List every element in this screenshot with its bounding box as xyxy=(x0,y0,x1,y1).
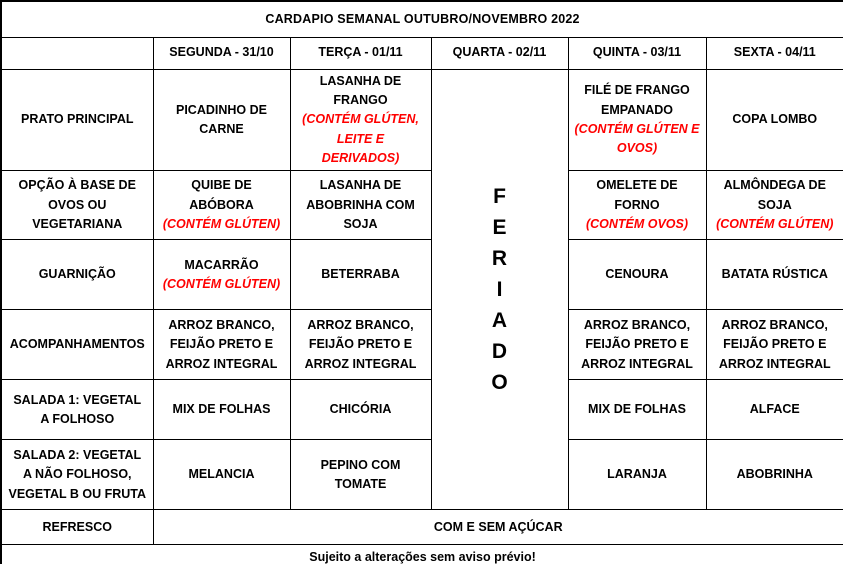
allergen-note: (CONTÉM GLÚTEN) xyxy=(162,276,281,291)
cell-terca-prato-principal xyxy=(290,69,431,171)
dish-text: ARROZ BRANCO, FEIJÃO PRETO E ARROZ INTEGRAL xyxy=(165,317,278,371)
row-label-acompanhamentos: ACOMPANHAMENTOS xyxy=(1,310,153,380)
dish-text: CHICÓRIA xyxy=(329,402,392,417)
cell-segunda-salada-2 xyxy=(153,440,290,510)
cell-terca-acompanhamentos xyxy=(290,310,431,380)
cell-quinta-opcao xyxy=(568,171,706,240)
holiday-letter: A xyxy=(491,308,508,332)
cell-segunda-salada-1 xyxy=(153,380,290,440)
dish-text: ARROZ BRANCO, FEIJÃO PRETO E ARROZ INTEGRAL xyxy=(581,317,693,371)
footer-notice: Sujeito a alterações sem aviso prévio! xyxy=(1,545,843,564)
cell-sexta-salada-1 xyxy=(706,380,843,440)
dish-text: PEPINO COM TOMATE xyxy=(320,457,401,491)
cell-segunda-guarnicao xyxy=(153,240,290,310)
dish-text: ABOBRINHA xyxy=(736,467,813,482)
dish-text: MELANCIA xyxy=(188,467,255,482)
holiday-cell xyxy=(431,69,568,510)
allergen-note: (CONTÉM GLÚTEN, LEITE E DERIVADOS) xyxy=(302,112,419,165)
holiday-letter: I xyxy=(496,277,503,301)
allergen-note: (CONTÉM GLÚTEN) xyxy=(162,217,281,232)
refresco-value-cell: COM E SEM AÇÚCAR xyxy=(153,510,843,545)
holiday-letter: D xyxy=(491,339,508,363)
cell-terca-guarnicao xyxy=(290,240,431,310)
menu-title: CARDAPIO SEMANAL OUTUBRO/NOVEMBRO 2022 xyxy=(1,1,843,37)
dish-text: ARROZ BRANCO, FEIJÃO PRETO E ARROZ INTEGRAL xyxy=(304,317,417,371)
cell-terca-salada-1 xyxy=(290,380,431,440)
day-header-segunda: SEGUNDA - 31/10 xyxy=(153,37,290,69)
cell-segunda-acompanhamentos xyxy=(153,310,290,380)
dish-text: ALFACE xyxy=(749,402,800,417)
cell-terca-opcao xyxy=(290,171,431,240)
allergen-note: (CONTÉM GLÚTEN E OVOS) xyxy=(574,121,700,156)
holiday-letter: O xyxy=(491,370,508,394)
dish-text: PICADINHO DE CARNE xyxy=(176,102,267,136)
row-label-salada-1: SALADA 1: VEGETAL A FOLHOSO xyxy=(1,380,153,440)
cell-segunda-opcao xyxy=(153,171,290,240)
cell-segunda-prato-principal xyxy=(153,69,290,171)
cell-quinta-prato-principal xyxy=(568,69,706,171)
dish-text: FILÉ DE FRANGO EMPANADO xyxy=(584,83,690,117)
dish-text: MIX DE FOLHAS xyxy=(588,402,686,417)
allergen-note: (CONTÉM GLÚTEN) xyxy=(716,217,834,232)
day-header-quinta: QUINTA - 03/11 xyxy=(568,37,706,69)
row-label-opcao-vegetariana: OPÇÃO À BASE DE OVOS OU VEGETARIANA xyxy=(1,171,153,240)
cell-sexta-acompanhamentos xyxy=(706,310,843,380)
row-label-salada-2: SALADA 2: VEGETAL A NÃO FOLHOSO, VEGETAL B OU FRUTA xyxy=(1,440,153,510)
cell-quinta-salada-1 xyxy=(568,380,706,440)
dish-text: LASANHA DE ABOBRINHA COM SOJA xyxy=(306,178,415,232)
holiday-letter: F xyxy=(493,184,506,208)
cell-quinta-guarnicao xyxy=(568,240,706,310)
cell-quinta-acompanhamentos xyxy=(568,310,706,380)
cell-sexta-opcao xyxy=(706,171,843,240)
cell-terca-salada-2 xyxy=(290,440,431,510)
dish-text: LASANHA DE FRANGO xyxy=(319,73,402,107)
cell-sexta-salada-2 xyxy=(706,440,843,510)
row-label-prato-principal: PRATO PRINCIPAL xyxy=(1,69,153,171)
dish-text: BETERRABA xyxy=(321,267,400,282)
dish-text: CENOURA xyxy=(605,267,669,282)
dish-text: LARANJA xyxy=(607,467,667,482)
row-label-refresco: REFRESCO xyxy=(1,510,153,545)
day-header-terca: TERÇA - 01/11 xyxy=(290,37,431,69)
dish-text: MACARRÃO xyxy=(184,257,259,272)
dish-text: ARROZ BRANCO, FEIJÃO PRETO E ARROZ INTEGRAL xyxy=(718,317,831,371)
allergen-note: (CONTÉM OVOS) xyxy=(585,217,689,232)
holiday-letter: E xyxy=(492,215,507,239)
dish-text: MIX DE FOLHAS xyxy=(172,402,271,417)
dish-text: ALMÔNDEGA DE SOJA xyxy=(723,178,826,212)
dish-text: COPA LOMBO xyxy=(732,112,818,127)
dish-text: OMELETE DE FORNO xyxy=(596,178,678,212)
row-label-guarnicao: GUARNIÇÃO xyxy=(1,240,153,310)
dish-text: BATATA RÚSTICA xyxy=(721,267,828,282)
holiday-word-feriado xyxy=(438,186,562,393)
cell-sexta-prato-principal xyxy=(706,69,843,171)
cell-sexta-guarnicao xyxy=(706,240,843,310)
holiday-letter: R xyxy=(491,246,508,270)
day-header-sexta: SEXTA - 04/11 xyxy=(706,37,843,69)
dish-text: QUIBE DE ABÓBORA xyxy=(189,178,254,212)
day-header-quarta: QUARTA - 02/11 xyxy=(431,37,568,69)
cell-quinta-salada-2 xyxy=(568,440,706,510)
corner-cell xyxy=(1,37,153,69)
